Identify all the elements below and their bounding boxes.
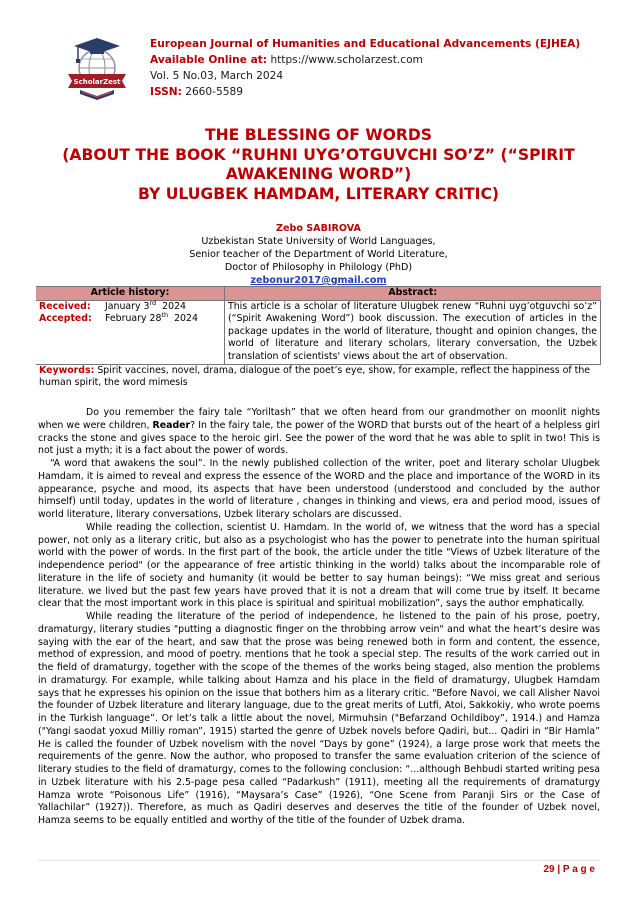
received-value: January 3rd 2024 <box>105 298 187 312</box>
article-title <box>30 126 607 204</box>
author-name: Zebo SABIROVA <box>276 223 361 234</box>
received-row <box>39 298 221 314</box>
title-line-2: (ABOUT THE BOOK “RUHNI UYG’OTGUVCHI SO’Z” (“SPIRIT <box>62 145 575 164</box>
footer-divider <box>38 860 600 861</box>
journal-header <box>62 34 622 104</box>
svg-text:ScholarZest: ScholarZest <box>73 78 121 86</box>
article-history-cell <box>36 300 225 364</box>
author-affiliation-2: Senior teacher of the Department of World Literature, <box>189 249 448 260</box>
author-affiliation-1: Uzbekistan State University of World Languages, <box>201 236 436 247</box>
abstract-header: Abstract: <box>225 287 601 301</box>
journal-name: European Journal of Humanities and Educational Advancements (EJHEA) <box>150 38 581 50</box>
issn-label: ISSN: <box>150 86 182 98</box>
issn-value: 2660-5589 <box>185 86 243 98</box>
body-paragraph-1: Do you remember the fairy tale “Yoriltash” that we often heard from our grandmother on moonlit nights when we were children, Reader? In the fairy tale, the power of the WORD that bursts out of the heart of a helpless girl cracks the stone and gives space to the heroic girl. See the power of the word that he was able to split in two! This is not just a myth; it is a fact about the power of words. <box>38 407 601 457</box>
author-degree: Doctor of Philosophy in Philology (PhD) <box>224 262 413 273</box>
page-number: 29 | P a g e <box>543 864 595 875</box>
author-email-link[interactable]: zebonur2017@gmail.com <box>250 275 387 286</box>
article-info-table <box>36 286 601 390</box>
title-line-4: BY ULUGBEK HAMDAM, LITERARY CRITIC) <box>137 184 500 203</box>
keywords-label: Keywords: <box>39 364 95 376</box>
accepted-label: Accepted: <box>39 313 92 325</box>
author-block <box>30 222 607 287</box>
body-paragraph-4: While reading the literature of the period of independence, he listened to the pain of his prose, poetry, dramaturgy, literary studies "putting a diagnostic finger on the throbbing arrow vein" and what the heart’s desire was saying with the ear of the heart, and saw that the prose was being renewed both in form and content, the essence, method of expression, and mood of poetry. mentions that he took a special step. The results of the work carried out in the field of dramaturgy, together with the scope of the themes of the works being staged, also mention the problems in dramaturgy. For example, while talking about Hamza and his place in the field of dramaturgy, Ulugbek Hamdam says that he expresses his opinion on the issue that bothers him as a literary critic. "Before Navoi, we call Alisher Navoi the founder of Uzbek literature and literary language, due to the great merits of Lutfi, Atoi, Sakkokiy, who wrote poems in the Turkish language”. Or let’s talk a little about the novel, Mirmuhsin ("Befarzand Ochildiboy”, 1914.) and Hamza ("Yangi saodat yoxud Milliy roman”, 1915) started the genre of Uzbek novels before Qadiri, but... Qadiri in “Bir Hamla” He is called the founder of Uzbek novelism with the novel “Days by gone” (1924), a large prose work that meets the requirements of the genre. Now the author, who proposed to transfer the same evaluation criterion of the science of literary studies to the field of dramaturgy, comes to the following conclusion: “...although Behbudi started writing pesa in Uzbek literature with his 2.5-page pesa called “Padarkush” (1911), meeting all the requirements of dramaturgy Hamza wrote “Poisonous Life” (1916), “Maysara’s Case” (1926), “One Scene from Paranji Sirs or the Case of Yallachilar” (1927)). Therefore, as much as Qadiri deserves and deserves the title of the founder of Uzbek novel, Hamza seems to be equally entitled and worthy of the title of the founder of Uzbek drama. <box>38 611 600 826</box>
volume-info: Vol. 5 No.03, March 2024 <box>150 70 284 82</box>
reader-bold: Reader <box>152 419 191 431</box>
journal-info <box>150 36 580 100</box>
keywords-text: Spirit vaccines, novel, drama, dialogue of the poet’s eye, show, for example, reflect the happiness of the human spirit, the word mimesis <box>39 364 591 389</box>
body-paragraph-3: While reading the collection, scientist U. Hamdam. In the world of, we witness that the word has a special power, not only as a literary critic, but also as a psychologist who has the power to penetrate into the human spiritual world with the power of words. In the first part of the book, the article under the title "Views of Uzbek literature of the independence period" (or the appearance of free artistic thinking in the world) talks about the incomparable role of literature in the life of society and humanity (it would be better to say human beings): “We miss great and serious literature. we lived but the past few years have proved that it is not a dream that will come true by itself. It became clear that the most important work in this place is spiritual and spiritual mobilization”, says the author emphatically. <box>38 521 600 610</box>
accepted-row <box>39 313 221 326</box>
journal-url[interactable]: https://www.scholarzest.com <box>270 54 423 66</box>
scholarzest-logo-icon <box>62 34 132 104</box>
accepted-value: February 28th 2024 <box>105 311 198 325</box>
article-body <box>38 407 600 828</box>
received-label: Received: <box>39 300 91 312</box>
title-line-3: AWAKENING WORD”) <box>225 165 412 183</box>
title-line-1: THE BLESSING OF WORDS <box>204 126 433 144</box>
article-history-header: Article history: <box>36 287 225 301</box>
available-label: Available Online at: <box>150 54 268 66</box>
abstract-text: This article is a scholar of literature Ulugbek renew “Ruhni uyg’otguvchi so’z” (“Spirit Awakening Word”) book discussion. The execution of articles in the package updates in the world of literature, thought and opinion changes, the world of literature and literary scholars, literary conversation, the Uzbek translation of scientists' views about the art of observation. <box>225 300 601 364</box>
body-paragraph-2: “A word that awakens the soul”. In the newly published collection of the writer, poet and literary scholar Ulugbek Hamdam, it is aimed to reveal and express the essence of the WORD and the place and importance of the WORD in its appearance, psyche and mood, its aspects that have been understood (understood and concluded by the author himself) until today, updates in the world of literature , changes in thinking and views, era and period mood, issues of world literature, literary conversations, Uzbek literary scholars are discussed. <box>38 458 600 520</box>
keywords-row <box>36 364 601 390</box>
